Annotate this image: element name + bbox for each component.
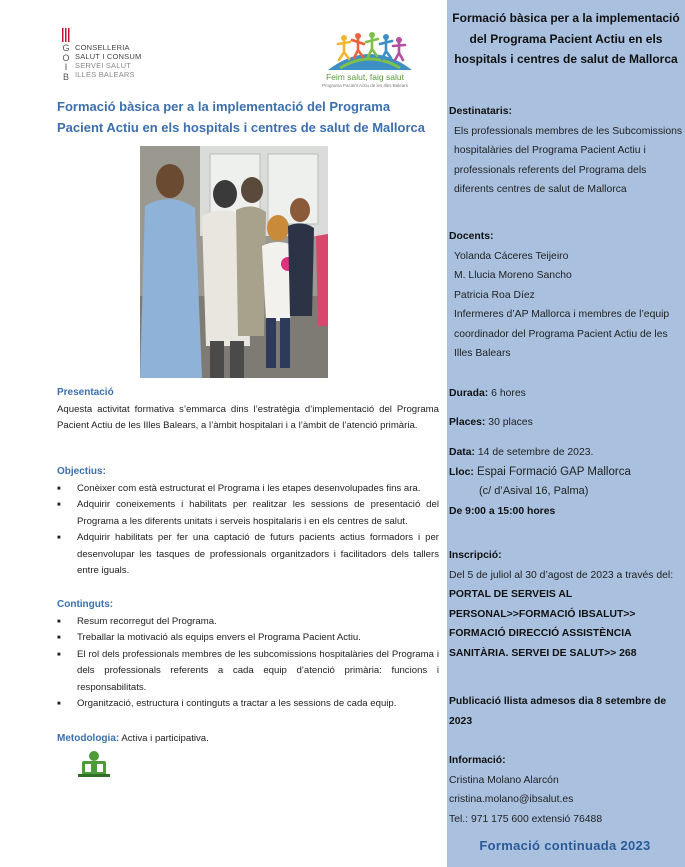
metodologia-section: [57, 731, 209, 747]
program-slogan: Feim salut, faig salut: [326, 72, 404, 82]
durada-value: 6 hores: [488, 388, 526, 399]
contact-email: cristina.molano@ibsalut.es: [449, 794, 574, 805]
continguts-list: [57, 614, 439, 713]
govern-flag-icon: [62, 28, 70, 42]
program-logo: [320, 28, 420, 94]
govern-letter: G: [62, 43, 70, 53]
foundation-emblem-icon: [68, 750, 120, 778]
continguts-section: [57, 597, 439, 713]
govern-line: SERVEI SALUT: [75, 61, 132, 70]
metodologia-text: Activa i participativa.: [119, 733, 209, 744]
docent-name: Yolanda Cáceres Teijeiro: [454, 250, 569, 262]
list-item: ■ Resum recorregut del Programa.: [57, 614, 439, 631]
govern-letter: O: [62, 52, 70, 63]
lloc-value: Espai Formació GAP Mallorca: [473, 465, 631, 478]
list-item: ■ Adquirir habilitats per fer una captació de futurs pacients actius formadors i per desenvolupar les tasques de professionals organitzadors i facilitadors dels tallers entre iguals.: [57, 530, 439, 580]
lloc-label: Lloc:: [449, 466, 474, 478]
continguts-heading: Continguts:: [57, 599, 114, 610]
destinataris-text: Els professionals membres de les Subcomissions hospitalàries del Programa Pacient Actiu i professionals referents del Programa dels diferents centres de salut de Mallorca: [454, 125, 683, 195]
destinataris-block: [447, 102, 683, 200]
inscripcio-block: [447, 546, 683, 663]
lloc-address: (c/ d’Asival 16, Palma): [479, 485, 589, 497]
list-item: ■ El rol dels professionals membres de les subcomissions hospitalàries del Programa i dels professionals referents a cada equip d’atenció primària: funcions i responsabilitats.: [57, 647, 439, 697]
inscripcio-text: Del 5 de juliol al 30 d’agost de 2023 a través del:: [449, 569, 674, 581]
foundation-logo: [68, 750, 120, 788]
govern-letter: B: [62, 71, 69, 82]
presentacio-text: Aquesta activitat formativa s’emmarca dins l’estratègia d’implementació del Programa Pacient Actiu de les Illes Balears, a l’àmbit hospitalari i a l’àmbit de l’atenció primària.: [57, 403, 439, 431]
publicacio-block: [447, 692, 683, 731]
data-lloc-block: [447, 443, 683, 521]
inscripcio-portal: PORTAL DE SERVEIS AL PERSONAL>>FORMACIÓ IBSALUT>> FORMACIÓ DIRECCIÓ ASSISTÈNCIA SANITÀRIA. SERVEI DE SALUT>> 268: [449, 589, 637, 659]
data-label: Data:: [449, 447, 475, 458]
govern-logo-text: [75, 43, 141, 79]
metodologia-heading: Metodologia:: [57, 733, 120, 744]
group-photo-image: [140, 146, 328, 378]
docent-name: Patricia Roa Díez: [454, 289, 535, 301]
presentacio-section: [57, 385, 439, 435]
docents-block: [447, 227, 683, 364]
inscripcio-heading: Inscripció:: [449, 550, 502, 561]
list-item: ■ Treballar la motivació als equips envers el Programa Pacient Actiu.: [57, 630, 439, 647]
places-value: 30 places: [485, 417, 533, 428]
govern-line: SALUT I CONSUM: [75, 52, 142, 61]
data-value: 14 de setembre de 2023.: [474, 447, 594, 458]
destinataris-heading: Destinataris:: [449, 106, 512, 117]
group-photo: [140, 146, 328, 378]
govern-letter: I: [64, 62, 68, 72]
contact-phone: Tel.: 971 175 600 extensió 76488: [449, 813, 603, 825]
docent-name: Infermeres d’AP Mallorca i membres de l’equip coordinador del Programa Pacient Actiu de les Illes Balears: [454, 309, 670, 359]
sidebar-title: Formació bàsica per a la implementació del Programa Pacient Actiu en els hospitals i centres de salut de Mallorca: [452, 11, 680, 66]
list-item: ■ Organització, estructura i continguts a tractar a les sessions de cada equip.: [57, 696, 439, 713]
docent-name: M. Llucia Moreno Sancho: [454, 270, 572, 281]
people-globe-icon: [320, 28, 420, 72]
contact-name: Cristina Molano Alarcón: [449, 774, 559, 786]
horari: De 9:00 a 15:00 hores: [449, 505, 556, 517]
govern-line: ILLES BALEARS: [75, 70, 135, 79]
durada-label: Durada:: [449, 388, 489, 399]
objectius-heading: Objectius:: [57, 466, 106, 477]
places-label: Places:: [449, 417, 486, 428]
durada-line: [447, 384, 683, 404]
footer-label: Formació continuada 2023: [479, 838, 651, 853]
list-item: ■ Conèixer com està estructurat el Programa i les etapes desenvolupades fins ara.: [57, 481, 439, 498]
publicacio-text: Publicació llista admesos dia 8 setembre de 2023: [449, 696, 667, 727]
docents-heading: Docents:: [449, 231, 494, 242]
page-title: Formació bàsica per a la implementació del Programa Pacient Actiu en els hospitals i centres de salut de Mallorca: [57, 99, 425, 135]
info-sidebar: [447, 0, 685, 867]
informacio-block: [447, 751, 683, 829]
govern-line: CONSELLERIA: [75, 43, 130, 52]
list-item: ■ Adquirir coneixements i habilitats per realitzar les sessions de presentació del Programa a les diferents unitats i serveis hospitalaris i en els centres de salut.: [57, 497, 439, 530]
govern-logo: [60, 28, 170, 86]
informacio-heading: Informació:: [449, 755, 506, 766]
places-line: [447, 413, 683, 433]
objectius-list: [57, 481, 439, 580]
program-subtitle: Programa Pacient Actiu de les Illes Balears: [322, 83, 409, 88]
presentacio-heading: Presentació: [57, 387, 114, 398]
objectius-section: [57, 464, 439, 580]
